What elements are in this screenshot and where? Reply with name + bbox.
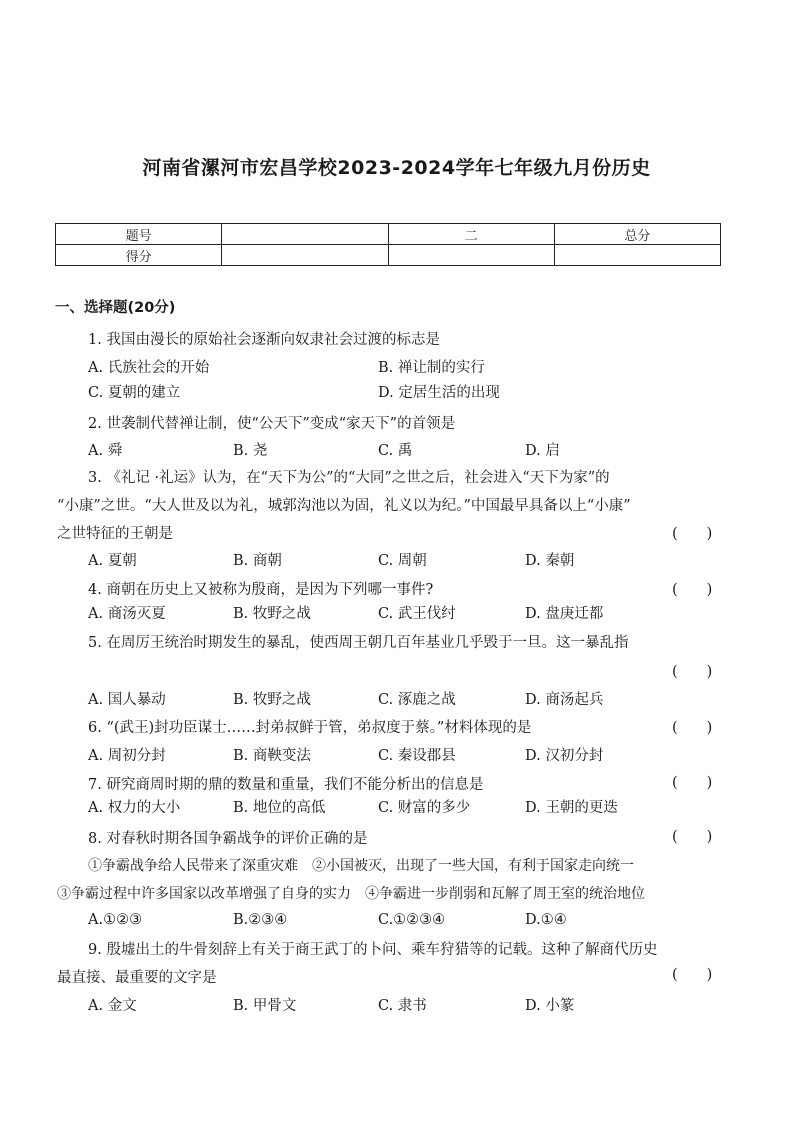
option-d: D. 王朝的更迭	[525, 800, 618, 816]
table-cell	[222, 224, 388, 245]
option-b: B. 地位的高低	[233, 800, 326, 816]
question-stem: 7. 研究商周时期的鼎的数量和重量，我们不能分析出的信息是	[88, 777, 484, 793]
option-c: C.①②③④	[378, 912, 446, 928]
table-cell	[222, 245, 388, 266]
question-stem: 2. 世袭制代替禅让制，使“公天下”变成“家天下”的首领是	[88, 416, 456, 432]
option-b: B. 甲骨文	[233, 998, 297, 1014]
option-d: D.①④	[525, 912, 567, 928]
option-a: A. 夏朝	[88, 553, 137, 569]
question-stem: 之世特征的王朝是	[57, 526, 173, 542]
statement-line: ①争霸战争给人民带来了深重灾难 ②小国被灭，出现了一些大国，有利于国家走向统一	[88, 858, 634, 874]
statement-line: ③争霸过程中许多国家以改革增强了自身的实力 ④争霸进一步削弱和瓦解了周王室的统治地位	[57, 886, 645, 902]
option-b: B. 尧	[233, 443, 268, 459]
question-stem: 3. 《礼记 ·礼运》认为，在“天下为公”的“大同”之世之后，社会进入“天下为家”的	[88, 470, 610, 486]
option-d: D. 秦朝	[525, 553, 575, 569]
option-a: A. 权力的大小	[88, 800, 181, 816]
answer-parentheses: ( )	[672, 582, 713, 598]
option-b: B. 商朝	[233, 553, 282, 569]
option-b: B.②③④	[233, 912, 288, 928]
option-c: C. 财富的多少	[378, 800, 471, 816]
option-a: A. 周初分封	[88, 748, 166, 764]
table-row	[56, 224, 721, 245]
answer-parentheses: ( )	[672, 720, 713, 736]
option-d: D. 商汤起兵	[525, 692, 604, 708]
question-stem: 8. 对春秋时期各国争霸战争的评价正确的是	[88, 831, 368, 847]
question-stem: 1. 我国由漫长的原始社会逐渐向奴隶社会过渡的标志是	[88, 332, 440, 348]
answer-parentheses: ( )	[672, 664, 713, 680]
option-c: C. 武王伐纣	[378, 606, 456, 622]
option-c: C. 夏朝的建立	[88, 385, 181, 401]
question-stem: 6. “(武王)封功臣谋士……封弟叔鲜于管，弟叔度于蔡。”材料体现的是	[88, 720, 532, 736]
option-a: A. 舜	[88, 443, 123, 459]
option-d: D. 汉初分封	[525, 748, 604, 764]
option-c: C. 秦设郡县	[378, 748, 456, 764]
option-a: A. 金文	[88, 998, 137, 1014]
answer-parentheses: ( )	[672, 829, 713, 845]
option-a: A. 商汤灭夏	[88, 606, 166, 622]
option-d: D. 定居生活的出现	[378, 385, 500, 401]
table-cell: 题号	[56, 224, 222, 245]
table-cell: 二	[388, 224, 554, 245]
option-c: C. 涿鹿之战	[378, 692, 456, 708]
section-heading: 一、选择题(20分)	[55, 300, 176, 316]
option-d: D. 启	[525, 443, 560, 459]
table-cell: 得分	[56, 245, 222, 266]
option-c: C. 隶书	[378, 998, 427, 1014]
answer-parentheses: ( )	[672, 967, 713, 983]
table-cell	[554, 245, 720, 266]
option-a: A.①②③	[88, 912, 143, 928]
option-b: B. 禅让制的实行	[378, 360, 485, 376]
option-c: C. 禹	[378, 443, 413, 459]
option-c: C. 周朝	[378, 553, 427, 569]
option-d: D. 盘庚迁都	[525, 606, 604, 622]
page-title: 河南省漯河市宏昌学校2023-2024学年七年级九月份历史	[142, 157, 651, 179]
question-stem: 9. 殷墟出土的牛骨刻辞上有关于商王武丁的卜问、乘车狩猎等的记载。这种了解商代历史	[88, 942, 658, 958]
table-row	[56, 245, 721, 266]
question-stem: 5. 在周厉王统治时期发生的暴乱，使西周王朝几百年基业几乎毁于一旦。这一暴乱指	[88, 635, 629, 651]
table-cell: 总分	[554, 224, 720, 245]
answer-parentheses: ( )	[672, 526, 713, 542]
answer-parentheses: ( )	[672, 775, 713, 791]
table-cell	[388, 245, 554, 266]
option-d: D. 小篆	[525, 998, 575, 1014]
option-a: A. 国人暴动	[88, 692, 166, 708]
option-b: B. 商鞅变法	[233, 748, 311, 764]
option-a: A. 氏族社会的开始	[88, 360, 210, 376]
question-stem: 4. 商朝在历史上又被称为殷商，是因为下列哪一事件?	[88, 582, 434, 598]
question-stem: “小康”之世。“大人世及以为礼，城郭沟池以为固，礼义以为纪。”中国最早具备以上“小康”	[57, 498, 631, 514]
question-stem: 最直接、最重要的文字是	[57, 970, 217, 986]
option-b: B. 牧野之战	[233, 606, 311, 622]
option-b: B. 牧野之战	[233, 692, 311, 708]
score-table	[55, 223, 721, 266]
